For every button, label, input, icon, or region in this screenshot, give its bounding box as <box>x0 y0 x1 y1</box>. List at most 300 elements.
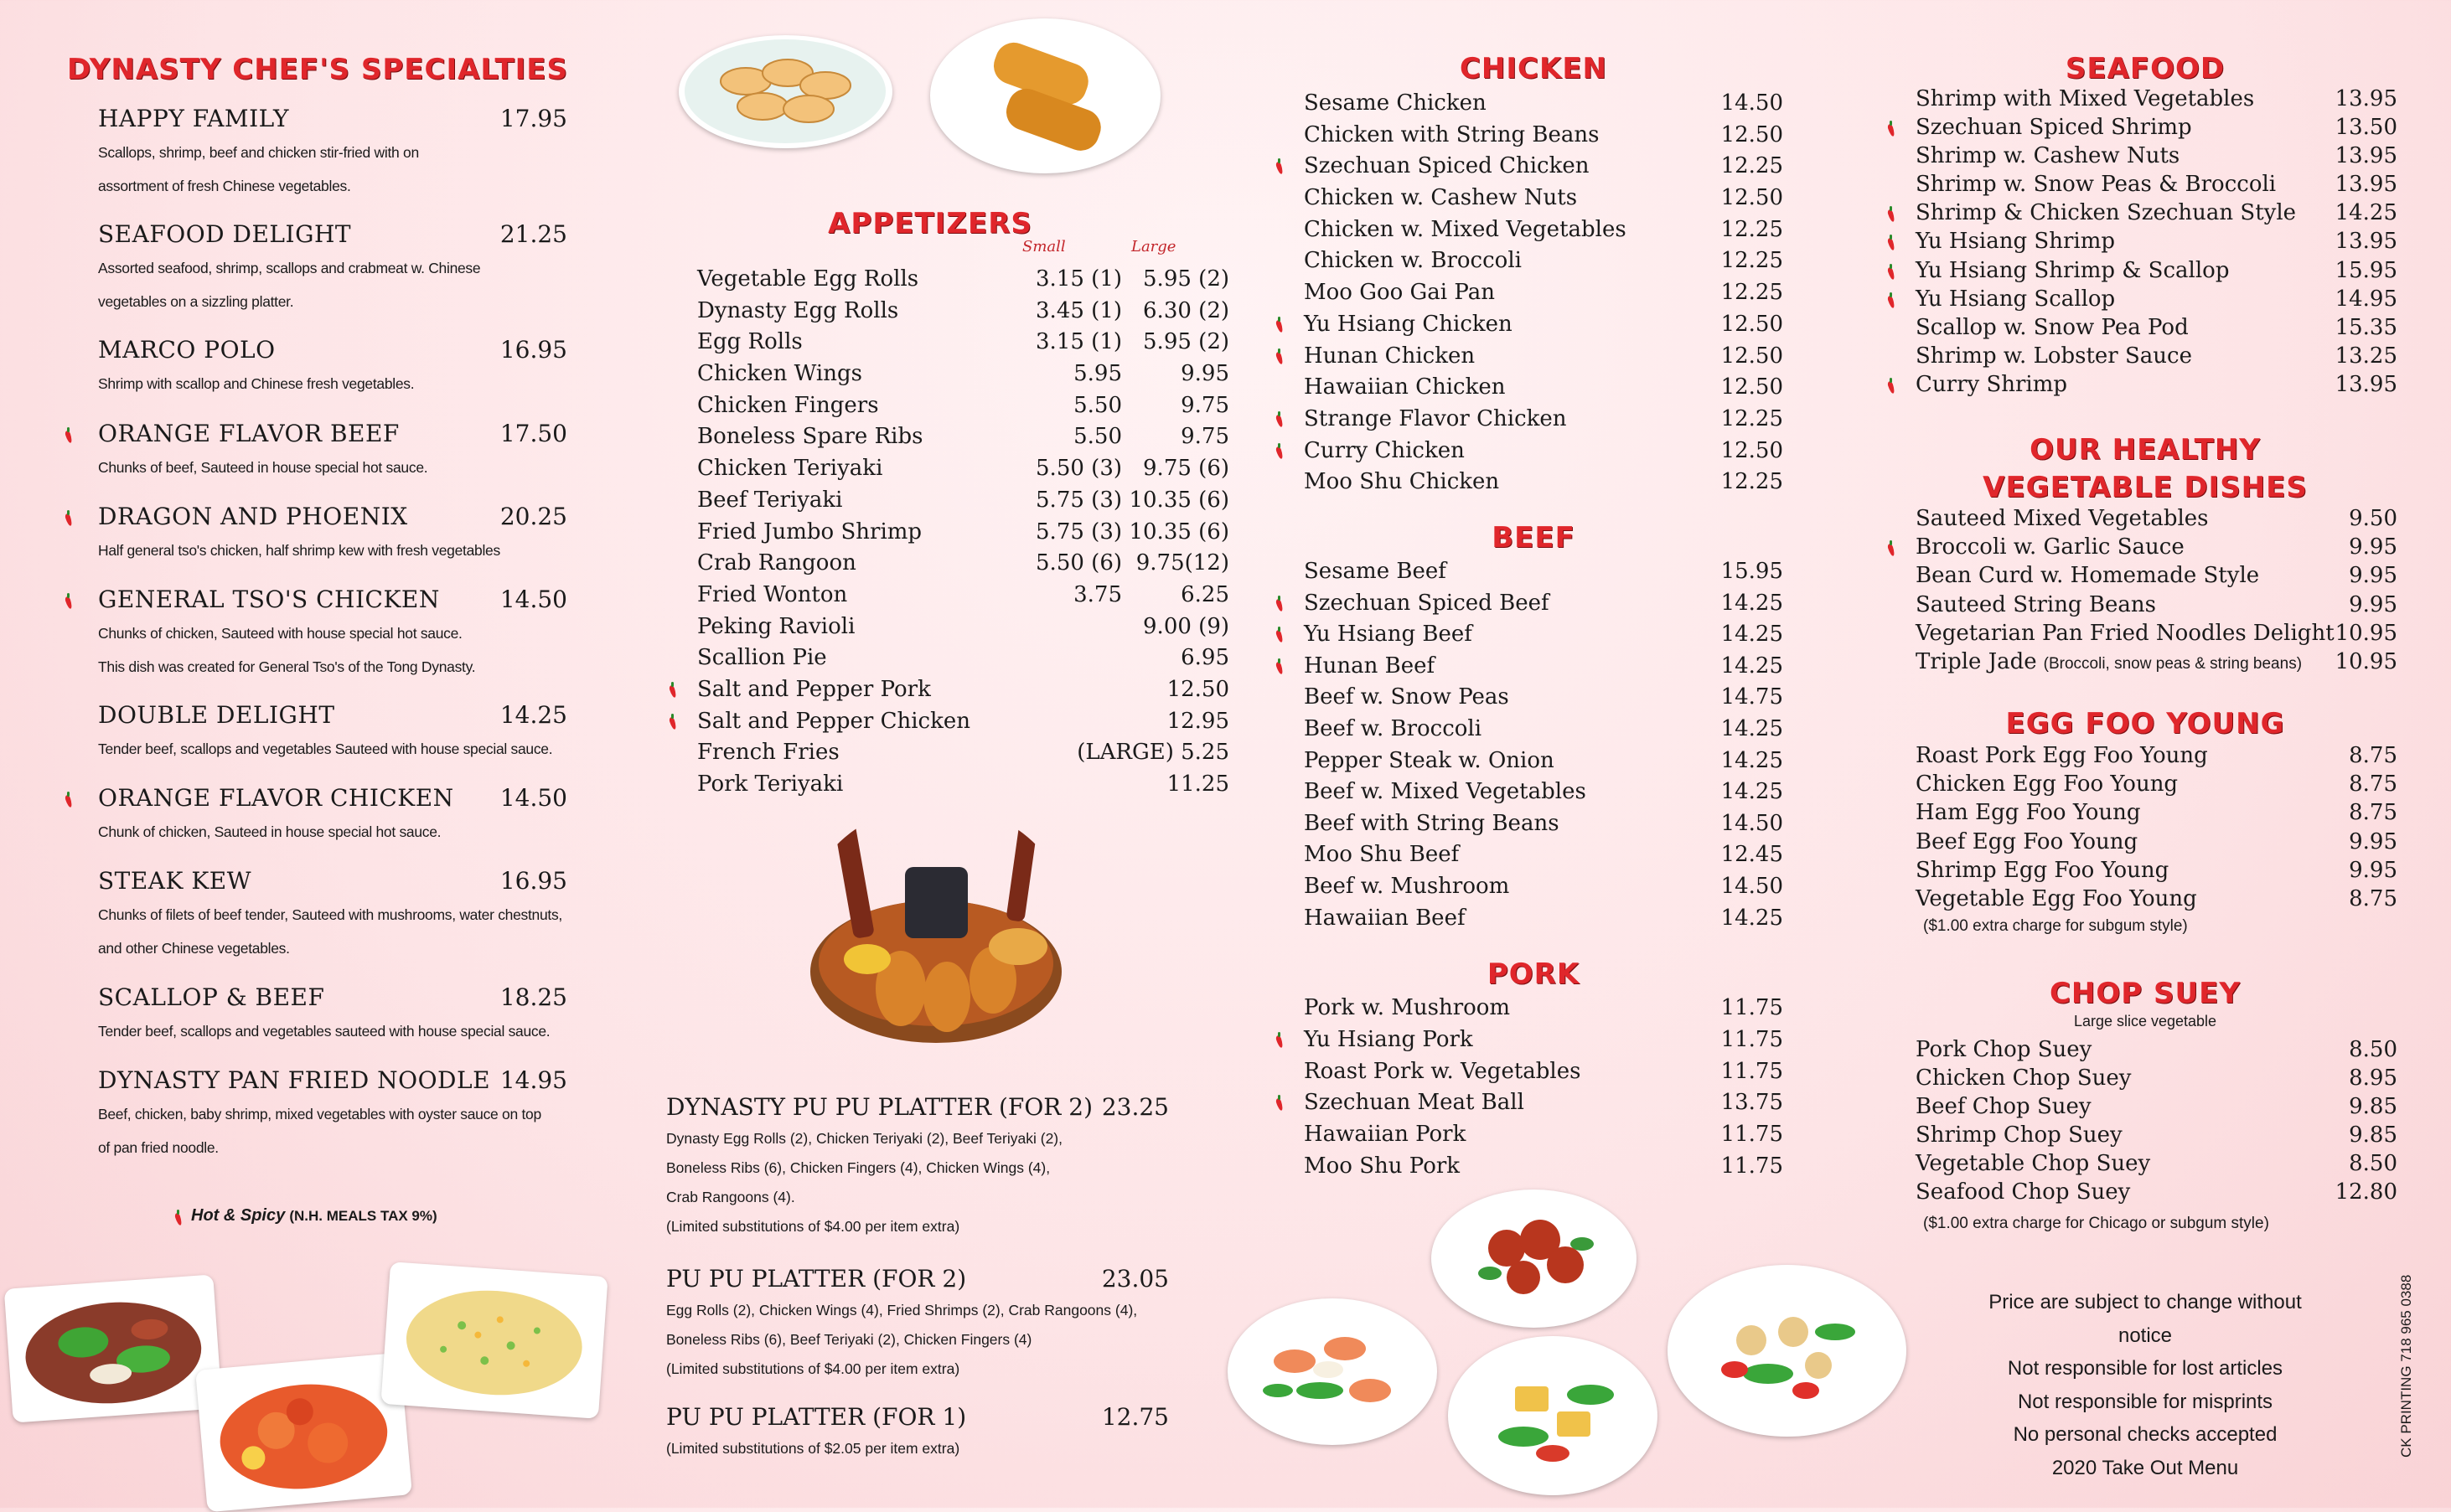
hot-pepper-icon <box>1275 1095 1284 1110</box>
specialty-item <box>98 1064 567 1164</box>
appetizer-large-price: (LARGE) 5.25 <box>1077 740 1229 766</box>
beef-item-name: Hawaiian Beef <box>1304 905 1466 931</box>
seafood-item-row <box>1916 285 2397 313</box>
egg-foo-young-item-name: Chicken Egg Foo Young <box>1916 771 2179 797</box>
hot-pepper-icon <box>1275 658 1284 673</box>
specialty-name: ORANGE FLAVOR BEEF <box>98 420 400 447</box>
appetizer-name: Egg Rolls <box>697 329 803 355</box>
specialty-description: vegetables on a sizzling platter. <box>98 293 294 310</box>
chop-suey-item-row <box>1916 1121 2397 1149</box>
appetizer-large-price: 10.35 (6) <box>1129 519 1229 544</box>
appetizer-large-price: 9.75 (6) <box>1143 456 1229 482</box>
pork-item-price: 13.75 <box>1720 1090 1783 1116</box>
chicken-item-price: 12.50 <box>1720 121 1783 147</box>
chicken-list <box>1304 88 1783 498</box>
appetizer-row <box>697 674 1229 706</box>
vegetable-item-price: 9.95 <box>2349 591 2397 617</box>
specialty-item <box>98 102 567 203</box>
pork-item-name: Moo Shu Pork <box>1304 1153 1461 1179</box>
seafood-item-row <box>1916 113 2397 142</box>
general-tso-photo <box>1431 1189 1637 1328</box>
chicken-item-name: Sesame Chicken <box>1304 90 1487 116</box>
seafood-item-name: Yu Hsiang Scallop <box>1916 286 2116 312</box>
chicken-item-name: Chicken w. Mixed Vegetables <box>1304 216 1626 242</box>
chicken-item-row <box>1304 214 1783 246</box>
chop-suey-note: ($1.00 extra charge for Chicago or subgum style) <box>1923 1215 2269 1232</box>
beef-item-name: Beef w. Mixed Vegetables <box>1304 779 1586 805</box>
egg-foo-young-item-name: Beef Egg Foo Young <box>1916 828 2138 854</box>
vegetable-item-name: Bean Curd w. Homemade Style <box>1916 563 2260 589</box>
hot-pepper-icon <box>1887 235 1895 250</box>
chop-suey-heading: CHOP SUEY <box>2049 977 2241 1010</box>
specialty-description: Half general tso's chicken, half shrimp kew with fresh vegetables <box>98 542 500 559</box>
specialty-name: DOUBLE DELIGHT <box>98 701 335 729</box>
specialty-name: DRAGON AND PHOENIX <box>98 503 408 530</box>
specialty-description: Assorted seafood, shrimp, scallops and crabmeat w. Chinese <box>98 260 481 276</box>
appetizer-small-price: 3.15 (1) <box>1036 266 1122 292</box>
seafood-item-price: 15.95 <box>2335 257 2397 283</box>
appetizer-large-price: 6.95 <box>1181 645 1229 671</box>
specialty-description: Chunks of beef, Sauteed in house special hot sauce. <box>98 459 428 476</box>
appetizer-small-price: 3.75 <box>1073 581 1122 607</box>
hot-pepper-icon <box>669 682 677 697</box>
chicken-item-row <box>1304 120 1783 152</box>
seafood-item-price: 14.95 <box>2335 286 2397 312</box>
specialty-description: Chunks of chicken, Sauteed with house special hot sauce. <box>98 625 463 642</box>
beef-item-name: Sesame Beef <box>1304 559 1446 584</box>
appetizer-row <box>697 453 1229 485</box>
specialty-description: Shrimp with scallop and Chinese fresh vegetables. <box>98 375 415 392</box>
platter-price: 12.75 <box>1101 1403 1169 1431</box>
vegetable-item-name: Sauteed Mixed Vegetables <box>1916 506 2209 531</box>
beef-item-price: 14.25 <box>1720 779 1783 805</box>
beef-item-name: Yu Hsiang Beef <box>1304 622 1472 648</box>
footer-notice-line: 2020 Take Out Menu <box>2051 1456 2239 1479</box>
seafood-item-name: Yu Hsiang Shrimp & Scallop <box>1916 257 2230 283</box>
vegetable-item-name: Vegetarian Pan Fried Noodles Delight <box>1916 620 2335 646</box>
specialty-description: Chunks of filets of beef tender, Sauteed with mushrooms, water chestnuts, <box>98 906 562 923</box>
seafood-heading: SEAFOOD <box>2065 52 2226 85</box>
specialty-price: 16.95 <box>499 336 567 364</box>
beef-item-price: 14.25 <box>1720 905 1783 931</box>
pork-item-name: Pork w. Mushroom <box>1304 995 1511 1020</box>
appetizer-name: Boneless Spare Ribs <box>697 424 923 450</box>
footer-notices <box>1961 1286 2329 1484</box>
egg-foo-young-item-name: Shrimp Egg Foo Young <box>1916 857 2169 883</box>
appetizers-size-labels <box>637 238 1176 258</box>
egg-foo-young-item-price: 8.75 <box>2349 743 2397 768</box>
beef-item-row <box>1304 682 1783 714</box>
hot-pepper-icon <box>1275 348 1284 364</box>
chop-suey-item-price: 8.50 <box>2349 1151 2397 1176</box>
chicken-item-price: 12.25 <box>1720 405 1783 431</box>
vegetable-item-price: 9.50 <box>2349 506 2397 531</box>
specialty-price: 14.25 <box>499 701 567 729</box>
chicken-item-row <box>1304 467 1783 498</box>
fried-rice-image <box>380 1262 608 1419</box>
hot-pepper-icon <box>1887 292 1895 307</box>
egg-foo-young-item-row <box>1916 798 2397 827</box>
chicken-item-row <box>1304 88 1783 120</box>
egg-foo-young-heading: EGG FOO YOUNG <box>2005 707 2285 741</box>
chop-suey-item-name: Pork Chop Suey <box>1916 1037 2092 1062</box>
specialty-price: 17.50 <box>499 420 567 447</box>
vegetable-item-name: Triple Jade <box>1916 648 2037 674</box>
specialty-price: 18.25 <box>499 983 567 1011</box>
beef-item-row <box>1304 714 1783 746</box>
vegetable-item-price: 9.95 <box>2349 563 2397 589</box>
appetizer-large-price: 6.30 (2) <box>1143 297 1229 323</box>
seafood-item-name: Yu Hsiang Shrimp <box>1916 229 2115 255</box>
dumplings-photo <box>679 35 892 148</box>
appetizer-name: Chicken Wings <box>697 361 862 387</box>
specialty-description: and other Chinese vegetables. <box>98 940 290 957</box>
pork-item-row <box>1304 1119 1783 1151</box>
chop-suey-subtitle: Large slice vegetable <box>2073 1013 2217 1030</box>
specialty-name: GENERAL TSO'S CHICKEN <box>98 586 440 613</box>
beef-item-name: Beef with String Beans <box>1304 810 1559 836</box>
appetizer-large-price: 9.75(12) <box>1135 550 1229 576</box>
beef-item-price: 12.45 <box>1720 842 1783 868</box>
egg-foo-young-note: ($1.00 extra charge for subgum style) <box>1923 917 2188 935</box>
chicken-item-row <box>1304 404 1783 436</box>
pork-item-name: Hawaiian Pork <box>1304 1122 1466 1148</box>
platter-description: Boneless Ribs (6), Chicken Fingers (4), Chicken Wings (4), <box>666 1159 1051 1176</box>
hot-pepper-icon <box>1887 540 1895 555</box>
seafood-item-price: 13.95 <box>2335 143 2397 169</box>
platter-description: (Limited substitutions of $4.00 per item extra) <box>666 1360 960 1377</box>
pork-item-price: 11.75 <box>1720 1122 1783 1148</box>
appetizer-large-price: 12.95 <box>1166 708 1229 734</box>
seafood-item-price: 13.95 <box>2335 172 2397 198</box>
chop-suey-item-price: 8.50 <box>2349 1037 2397 1062</box>
appetizer-row <box>697 485 1229 517</box>
specialty-price: 14.95 <box>499 1066 567 1094</box>
specialty-item <box>98 583 567 684</box>
vegetable-item-row <box>1916 591 2397 619</box>
specialties-heading: DYNASTY CHEF'S SPECIALTIES <box>67 53 569 86</box>
appetizer-large-price: 6.25 <box>1181 581 1229 607</box>
chicken-heading: CHICKEN <box>1459 52 1608 85</box>
chicken-item-name: Curry Chicken <box>1304 437 1465 463</box>
platter-description: (Limited substitutions of $4.00 per item extra) <box>666 1218 960 1235</box>
platter-description: Dynasty Egg Rolls (2), Chicken Teriyaki (2), Beef Teriyaki (2), <box>666 1130 1063 1147</box>
appetizer-large-price: 10.35 (6) <box>1129 487 1229 513</box>
specialty-item <box>98 417 567 484</box>
chicken-item-name: Moo Shu Chicken <box>1304 469 1500 495</box>
vegetable-item-name: Sauteed String Beans <box>1916 591 2156 617</box>
vegetable-heading-line1: OUR HEALTHY <box>2030 433 2261 467</box>
pork-item-name: Yu Hsiang Pork <box>1304 1026 1473 1052</box>
egg-foo-young-item-row <box>1916 828 2397 856</box>
appetizer-row <box>697 737 1229 769</box>
pork-item-name: Szechuan Meat Ball <box>1304 1090 1524 1116</box>
chicken-item-row <box>1304 245 1783 277</box>
appetizer-name: Fried Wonton <box>697 581 848 607</box>
pork-item-price: 11.75 <box>1720 1153 1783 1179</box>
egg-foo-young-item-row <box>1916 770 2397 798</box>
chop-suey-item-row <box>1916 1064 2397 1092</box>
hot-pepper-icon <box>1275 158 1284 173</box>
seafood-list <box>1916 85 2397 399</box>
egg-foo-young-item-row <box>1916 885 2397 913</box>
seafood-item-row <box>1916 370 2397 399</box>
egg-foo-young-item-name: Roast Pork Egg Foo Young <box>1916 743 2208 768</box>
appetizer-name: Peking Ravioli <box>697 613 856 639</box>
hot-pepper-icon <box>1887 378 1895 393</box>
chicken-item-price: 14.50 <box>1720 90 1783 116</box>
hot-pepper-icon <box>1887 206 1895 221</box>
hot-pepper-icon <box>1275 596 1284 611</box>
vegetable-item-note: (Broccoli, snow peas & string beans) <box>2043 654 2303 673</box>
appetizer-large-price: 9.95 <box>1181 361 1229 387</box>
pork-item-row <box>1304 1087 1783 1119</box>
seafood-item-price: 13.95 <box>2335 86 2397 111</box>
hot-pepper-icon <box>65 510 73 525</box>
vegetable-item-row <box>1916 619 2397 648</box>
appetizer-small-price: 5.95 <box>1073 361 1122 387</box>
vegetable-item-row <box>1916 648 2397 676</box>
beef-list <box>1304 556 1783 934</box>
vegetable-item-name: Broccoli w. Garlic Sauce <box>1916 534 2185 560</box>
platter-description: (Limited substitutions of $2.05 per item extra) <box>666 1440 960 1457</box>
pu-pu-platter-photo <box>800 804 1073 1060</box>
chicken-item-row <box>1304 151 1783 183</box>
chop-suey-item-price: 12.80 <box>2335 1179 2397 1205</box>
hot-pepper-icon <box>1275 317 1284 332</box>
specialty-name: ORANGE FLAVOR CHICKEN <box>98 784 454 812</box>
specialty-price: 14.50 <box>499 586 567 613</box>
hot-pepper-icon <box>1887 264 1895 279</box>
chicken-item-name: Chicken w. Broccoli <box>1304 248 1522 274</box>
beef-item-row <box>1304 903 1783 935</box>
beef-peppers-photo <box>4 1274 223 1422</box>
platter-price: 23.25 <box>1101 1093 1169 1121</box>
platter-title: PU PU PLATTER (FOR 2) <box>666 1265 967 1293</box>
chop-suey-item-row <box>1916 1035 2397 1064</box>
beef-item-price: 15.95 <box>1720 559 1783 584</box>
vegetable-item-row <box>1916 561 2397 590</box>
chicken-item-price: 12.25 <box>1720 469 1783 495</box>
seafood-item-row <box>1916 142 2397 170</box>
hot-spicy-label: Hot & Spicy <box>191 1206 286 1225</box>
platter-item <box>666 1401 1169 1463</box>
egg-foo-young-item-name: Vegetable Egg Foo Young <box>1916 885 2197 911</box>
egg-rolls-photo <box>930 18 1161 173</box>
hot-pepper-icon <box>65 593 73 608</box>
beef-item-price: 14.75 <box>1720 684 1783 710</box>
pork-item-row <box>1304 993 1783 1024</box>
appetizer-row <box>697 580 1229 612</box>
appetizer-small-price: 5.75 (3) <box>1036 487 1122 513</box>
specialty-price: 17.95 <box>499 105 567 132</box>
pork-heading: PORK <box>1487 957 1580 991</box>
platter-description: Boneless Ribs (6), Beef Teriyaki (2), Chicken Fingers (4) <box>666 1331 1032 1348</box>
appetizer-name: Fried Jumbo Shrimp <box>697 519 923 544</box>
tofu-vegetables-photo <box>1448 1336 1657 1495</box>
appetizer-name: Salt and Pepper Pork <box>697 676 931 702</box>
appetizer-row <box>697 706 1229 738</box>
seafood-item-row <box>1916 342 2397 370</box>
hot-pepper-icon <box>1275 443 1284 458</box>
fried-rice-photo <box>380 1262 608 1419</box>
vegetable-item-price: 10.95 <box>2335 620 2397 646</box>
beef-item-price: 14.25 <box>1720 622 1783 648</box>
appetizer-name: Scallion Pie <box>697 645 827 671</box>
dumplings-image <box>679 35 892 148</box>
beef-item-price: 14.25 <box>1720 715 1783 741</box>
printer-credit: CK PRINTING 718 965 0388 <box>2398 1274 2414 1458</box>
specialty-item <box>98 864 567 965</box>
pork-item-price: 11.75 <box>1720 1058 1783 1084</box>
chop-suey-item-name: Seafood Chop Suey <box>1916 1179 2131 1205</box>
appetizer-row <box>697 517 1229 549</box>
specialty-item <box>98 782 567 849</box>
specialty-item <box>98 218 567 318</box>
appetizer-row <box>697 264 1229 296</box>
chop-suey-item-row <box>1916 1178 2397 1206</box>
egg-foo-young-item-row <box>1916 741 2397 770</box>
chicken-item-name: Szechuan Spiced Chicken <box>1304 153 1590 179</box>
chicken-item-row <box>1304 183 1783 214</box>
footer-notice-line: No personal checks accepted <box>2013 1423 2278 1446</box>
seafood-item-price: 13.25 <box>2335 343 2397 369</box>
chicken-item-price: 12.50 <box>1720 311 1783 337</box>
appetizer-name: Chicken Fingers <box>697 392 879 418</box>
specialty-name: SEAFOOD DELIGHT <box>98 220 352 248</box>
beef-item-row <box>1304 871 1783 903</box>
chicken-item-row <box>1304 277 1783 309</box>
chop-suey-item-row <box>1916 1092 2397 1121</box>
egg-foo-young-item-price: 8.75 <box>2349 771 2397 797</box>
specialty-description: This dish was created for General Tso's of the Tong Dynasty. <box>98 658 476 675</box>
chicken-item-name: Yu Hsiang Chicken <box>1304 311 1512 337</box>
pork-item-price: 11.75 <box>1720 995 1783 1020</box>
seafood-item-row <box>1916 227 2397 255</box>
beef-item-row <box>1304 777 1783 808</box>
beef-item-name: Moo Shu Beef <box>1304 842 1460 868</box>
beef-item-row <box>1304 839 1783 871</box>
chicken-item-row <box>1304 341 1783 373</box>
appetizer-large-price: 5.95 (2) <box>1143 266 1229 292</box>
egg-foo-young-item-price: 9.95 <box>2349 857 2397 883</box>
platter-item <box>666 1262 1169 1384</box>
specialty-description: Scallops, shrimp, beef and chicken stir-fried with on <box>98 144 419 161</box>
beef-item-name: Szechuan Spiced Beef <box>1304 590 1549 616</box>
platter-description: Crab Rangoons (4). <box>666 1189 795 1205</box>
chicken-item-name: Hawaiian Chicken <box>1304 374 1506 400</box>
chop-suey-item-price: 9.85 <box>2349 1094 2397 1119</box>
appetizer-name: Crab Rangoon <box>697 550 856 576</box>
chop-suey-item-name: Vegetable Chop Suey <box>1916 1151 2151 1176</box>
specialty-price: 20.25 <box>499 503 567 530</box>
seafood-item-name: Curry Shrimp <box>1916 371 2068 397</box>
appetizer-name: French Fries <box>697 740 840 766</box>
beef-item-row <box>1304 556 1783 588</box>
vegetable-item-price: 10.95 <box>2335 648 2397 674</box>
appetizer-small-price: 3.45 (1) <box>1036 297 1122 323</box>
beef-item-name: Beef w. Broccoli <box>1304 715 1482 741</box>
seafood-item-name: Scallop w. Snow Pea Pod <box>1916 314 2189 340</box>
tax-note: (N.H. MEALS TAX 9%) <box>289 1208 437 1224</box>
specialty-name: SCALLOP & BEEF <box>98 983 325 1011</box>
appetizer-large-price: 5.95 (2) <box>1143 329 1229 355</box>
beef-item-price: 14.50 <box>1720 810 1783 836</box>
specialty-price: 16.95 <box>499 867 567 895</box>
egg-foo-young-item-price: 8.75 <box>2349 885 2397 911</box>
beef-item-name: Pepper Steak w. Onion <box>1304 747 1554 773</box>
appetizer-name: Pork Teriyaki <box>697 771 844 797</box>
hot-pepper-icon <box>174 1210 183 1225</box>
appetizer-name: Vegetable Egg Rolls <box>697 266 919 292</box>
appetizer-row <box>697 612 1229 643</box>
appetizer-name: Salt and Pepper Chicken <box>697 708 970 734</box>
seafood-item-price: 13.50 <box>2335 115 2397 141</box>
hot-pepper-icon <box>65 792 73 807</box>
platter-item <box>666 1091 1169 1241</box>
appetizer-row <box>697 642 1229 674</box>
appetizers-list <box>697 264 1229 801</box>
large-size-label: Large <box>1131 238 1176 255</box>
specialty-price: 14.50 <box>499 784 567 812</box>
appetizer-name: Beef Teriyaki <box>697 487 843 513</box>
seafood-item-price: 14.25 <box>2335 200 2397 226</box>
seafood-item-row <box>1916 85 2397 113</box>
specialty-item <box>98 699 567 766</box>
footer-notice-line: Price are subject to change without notice <box>1988 1291 2302 1347</box>
general-tso-image <box>1431 1189 1637 1328</box>
platter-price: 23.05 <box>1101 1265 1169 1293</box>
appetizer-name: Dynasty Egg Rolls <box>697 297 899 323</box>
chop-suey-item-name: Beef Chop Suey <box>1916 1094 2092 1119</box>
beef-item-price: 14.25 <box>1720 653 1783 679</box>
vegetable-item-price: 9.95 <box>2349 534 2397 560</box>
appetizer-small-price: 5.50 (3) <box>1036 456 1122 482</box>
vegetable-list <box>1916 504 2397 676</box>
hot-pepper-icon <box>1275 411 1284 426</box>
appetizer-large-price: 9.00 (9) <box>1143 613 1229 639</box>
chicken-item-price: 12.50 <box>1720 343 1783 369</box>
chicken-item-row <box>1304 372 1783 404</box>
pork-item-price: 11.75 <box>1720 1026 1783 1052</box>
appetizer-name: Chicken Teriyaki <box>697 456 883 482</box>
beef-item-row <box>1304 808 1783 840</box>
egg-foo-young-item-price: 8.75 <box>2349 800 2397 826</box>
appetizer-large-price: 9.75 <box>1181 424 1229 450</box>
hot-pepper-icon <box>65 427 73 442</box>
seafood-item-name: Shrimp & Chicken Szechuan Style <box>1916 200 2297 226</box>
pu-pu-platter-image <box>800 804 1073 1060</box>
specialty-name: HAPPY FAMILY <box>98 105 289 132</box>
seafood-item-row <box>1916 313 2397 342</box>
chicken-item-price: 12.25 <box>1720 248 1783 274</box>
shrimp-dish-photo <box>1228 1298 1437 1445</box>
vegetable-item-row <box>1916 533 2397 561</box>
specialty-description: of pan fried noodle. <box>98 1139 219 1156</box>
hot-pepper-icon <box>669 714 677 729</box>
chicken-item-name: Hunan Chicken <box>1304 343 1476 369</box>
platter-title: DYNASTY PU PU PLATTER (FOR 2) <box>666 1093 1094 1121</box>
beef-item-name: Beef w. Mushroom <box>1304 873 1510 899</box>
specialty-description: Chunk of chicken, Sauteed in house special hot sauce. <box>98 823 442 840</box>
specialty-price: 21.25 <box>499 220 567 248</box>
vegetable-item-row <box>1916 504 2397 533</box>
appetizer-small-price: 5.50 (6) <box>1036 550 1122 576</box>
appetizer-small-price: 3.15 (1) <box>1036 329 1122 355</box>
appetizer-small-price: 5.75 (3) <box>1036 519 1122 544</box>
beef-item-row <box>1304 746 1783 777</box>
appetizer-row <box>697 769 1229 801</box>
